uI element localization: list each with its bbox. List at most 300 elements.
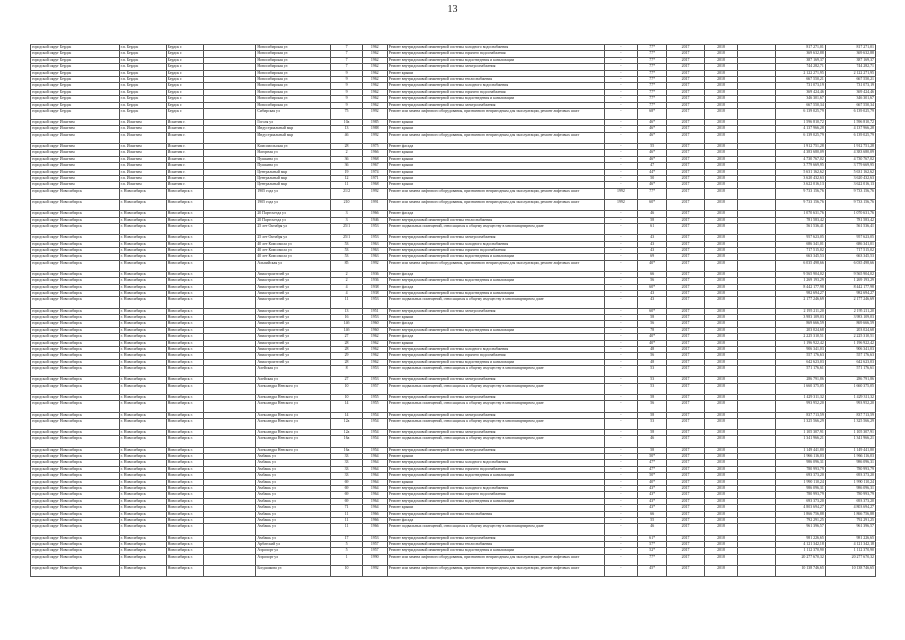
cell-cost-total: 981 226,65	[825, 535, 875, 541]
cell-cost: 6 139 025,79	[775, 108, 825, 119]
cell-cost: 571 176,61	[775, 366, 825, 377]
cell-plan-start: 2017	[667, 297, 705, 308]
cell-plan-start: 2017	[667, 511, 705, 517]
cell-work-type: Ремонт внутридомовой инженерной системы горячего водоснабжения	[387, 466, 604, 472]
cell-settlement: г.п. Искитим	[119, 144, 166, 150]
cell-settlement: г.п. Бердск	[119, 83, 166, 89]
cell-locality: Новосибирск г.	[166, 524, 204, 535]
cell-locality: Новосибирск г.	[166, 383, 204, 394]
cell-plan-end: 2018	[704, 176, 737, 182]
cell-cost: 2 122 271,95	[775, 70, 825, 76]
cell-house-number: 16	[331, 315, 362, 321]
cell-plan-start: 2017	[667, 401, 705, 412]
cell-plan-start: 2017	[667, 565, 705, 576]
cell-house-number: 2	[331, 271, 362, 277]
cell-blank	[204, 401, 256, 412]
cell-cost-total: 4 137 966,28	[825, 126, 875, 132]
cell-plan-start: 2017	[667, 541, 705, 547]
cell-work-type: Ремонт внутридомовой инженерной системы электроснабжения	[387, 535, 604, 541]
cell-wear: 45*	[638, 565, 667, 576]
cell-house-number: 7	[331, 57, 362, 63]
cell-street: Новосибирская ул	[256, 70, 331, 76]
cell-plan-start: 2017	[667, 271, 705, 277]
cell-work-type: Ремонт внутридомовой инженерной системы водоотведения и канализации	[387, 57, 604, 63]
cell-house-number: 13	[331, 126, 362, 132]
cell-street: Новосибирская ул	[256, 96, 331, 102]
cell-municipality: городской округ Новосибирск	[31, 436, 120, 447]
cell-plan-start: 2017	[667, 346, 705, 352]
cell-locality: Бердск г.	[166, 83, 204, 89]
cell-wear: 43*	[638, 492, 667, 498]
cell-extra-year: -	[604, 447, 637, 453]
table-row	[31, 366, 876, 377]
cell-house-number: 12а	[331, 430, 362, 436]
cell-street: Александра Невского ул	[256, 436, 331, 447]
cell-year-built: 1985	[362, 120, 387, 126]
cell-locality: Бердск г.	[166, 76, 204, 82]
cell-work-type: Ремонт крыши	[387, 126, 604, 132]
cell-year-built: 1957	[362, 541, 387, 547]
cell-work-type: Ремонт крыши	[387, 70, 604, 76]
cell-blank	[204, 554, 256, 565]
cell-locality: Новосибирск г.	[166, 217, 204, 223]
cell-year-built: 1992	[362, 132, 387, 143]
cell-cost: 4 383 680,09	[775, 150, 825, 156]
cell-plan-end: 2018	[704, 492, 737, 498]
cell-year-built: 1966	[362, 524, 387, 535]
cell-wear: 57*	[638, 541, 667, 547]
cell-street: Авиастроителей ул	[256, 321, 331, 327]
cell-cost-total: 986 096,31	[825, 460, 875, 466]
cell-street: Александра Невского ул	[256, 447, 331, 453]
cell-plan-start: 2017	[667, 223, 705, 234]
cell-blank	[738, 383, 776, 394]
cell-locality: Новосибирск г.	[166, 199, 204, 210]
cell-year-built: 1957	[362, 383, 387, 394]
cell-wear: 69	[638, 254, 667, 260]
cell-cost: 1 429 311,32	[775, 394, 825, 400]
cell-locality: Искитим г.	[166, 150, 204, 156]
cell-wear: 60*	[638, 284, 667, 290]
cell-street: Авиастроителей ул	[256, 278, 331, 284]
cell-municipality: городской округ Бердск	[31, 57, 120, 63]
cell-year-built: 1962	[362, 51, 387, 57]
cell-plan-end: 2018	[704, 430, 737, 436]
cell-cost-total: 667 550,21	[825, 76, 875, 82]
cell-settlement: г. Новосибирск	[119, 418, 166, 429]
cell-year-built: 1990	[362, 554, 387, 565]
cell-year-built: 1938	[362, 284, 387, 290]
cell-plan-end: 2018	[704, 401, 737, 412]
cell-municipality: городской округ Искитим	[31, 120, 120, 126]
cell-locality: Новосибирск г.	[166, 505, 204, 511]
cell-municipality: городской округ Новосибирск	[31, 418, 120, 429]
cell-street: Амбашь ул	[256, 524, 331, 535]
cell-plan-start: 2017	[667, 254, 705, 260]
cell-wear: 78	[638, 327, 667, 333]
cell-year-built: 1992	[362, 565, 387, 576]
cell-municipality: городской округ Новосибирск	[31, 486, 120, 492]
cell-extra-year: -	[604, 359, 637, 365]
cell-locality: Новосибирск г.	[166, 447, 204, 453]
cell-settlement: г. Новосибирск	[119, 430, 166, 436]
cell-cost-total: 1 112 370,90	[825, 548, 875, 554]
cell-plan-end: 2018	[704, 188, 737, 199]
cell-settlement: г.п. Искитим	[119, 163, 166, 169]
cell-wear: 50*	[638, 473, 667, 479]
cell-work-type: Ремонт внутридомовой инженерной системы водоотведения и канализации	[387, 327, 604, 333]
cell-plan-start: 2017	[667, 548, 705, 554]
cell-plan-end: 2018	[704, 498, 737, 504]
cell-plan-end: 2018	[704, 383, 737, 394]
cell-cost: 667 550,21	[775, 76, 825, 82]
cell-cost: 387 169,37	[775, 57, 825, 63]
cell-cost-total: 20 277 670,32	[825, 554, 875, 565]
cell-house-number: 11	[331, 182, 362, 188]
cell-settlement: г. Новосибирск	[119, 492, 166, 498]
cell-plan-start: 2017	[667, 182, 705, 188]
cell-locality: Новосибирск г.	[166, 334, 204, 340]
cell-plan-start: 2017	[667, 76, 705, 82]
cell-wear: 43*	[638, 486, 667, 492]
cell-municipality: городской округ Искитим	[31, 132, 120, 143]
cell-municipality: городской округ Новосибирск	[31, 565, 120, 576]
cell-settlement: г. Новосибирск	[119, 466, 166, 472]
cell-work-type: Ремонт или замена лифтового оборудования, признанного непригодным для эксплуатации, ремонт лифтовых шахт	[387, 554, 604, 565]
cell-municipality: городской округ Бердск	[31, 51, 120, 57]
cell-blank	[204, 383, 256, 394]
cell-plan-start: 2017	[667, 492, 705, 498]
cell-cost: 9 565 904,02	[775, 271, 825, 277]
cell-locality: Новосибирск г.	[166, 271, 204, 277]
cell-cost: 286 791,86	[775, 377, 825, 383]
cell-cost: 642 623,03	[775, 359, 825, 365]
cell-year-built: 1963	[362, 247, 387, 253]
cell-cost: 369 424,46	[775, 89, 825, 95]
cell-house-number: 28	[331, 359, 362, 365]
cell-locality: Новосибирск г.	[166, 260, 204, 271]
cell-plan-start: 2017	[667, 291, 705, 297]
cell-extra-year: -	[604, 132, 637, 143]
cell-street: Новосибирская ул	[256, 51, 331, 57]
cell-cost: 1 070 631,76	[775, 211, 825, 217]
cell-extra-year: -	[604, 51, 637, 57]
cell-cost: 1 341 966,21	[775, 436, 825, 447]
cell-street: Новосибирская ул	[256, 57, 331, 63]
cell-cost: 20 277 670,32	[775, 554, 825, 565]
cell-wear: 43*	[638, 505, 667, 511]
cell-house-number: 14б	[331, 327, 362, 333]
cell-plan-end: 2018	[704, 211, 737, 217]
cell-municipality: городской округ Новосибирск	[31, 247, 120, 253]
cell-year-built: 1964	[362, 479, 387, 485]
cell-municipality: городской округ Новосибирск	[31, 412, 120, 418]
cell-year-built: 1962	[362, 346, 387, 352]
cell-settlement: г. Новосибирск	[119, 394, 166, 400]
cell-year-built: 1953	[362, 315, 387, 321]
cell-plan-start: 2017	[667, 412, 705, 418]
cell-cost: 10 138 746,65	[775, 565, 825, 576]
cell-blank	[204, 524, 256, 535]
cell-cost: 1 866 756,88	[775, 511, 825, 517]
cell-plan-end: 2018	[704, 70, 737, 76]
cell-house-number: 53	[331, 241, 362, 247]
cell-municipality: городской округ Искитим	[31, 150, 120, 156]
cell-wear: 77*	[638, 96, 667, 102]
cell-plan-end: 2018	[704, 486, 737, 492]
cell-cost-total: 1 990 110,24	[825, 479, 875, 485]
cell-settlement: г. Новосибирск	[119, 447, 166, 453]
cell-plan-end: 2018	[704, 57, 737, 63]
cell-wear: 48	[638, 359, 667, 365]
cell-year-built: 1960	[362, 327, 387, 333]
cell-year-built: 1964	[362, 486, 387, 492]
cell-municipality: городской округ Новосибирск	[31, 315, 120, 321]
cell-blank	[738, 366, 776, 377]
cell-wear: 77*	[638, 64, 667, 70]
cell-wear: 61*	[638, 535, 667, 541]
cell-locality: Новосибирск г.	[166, 359, 204, 365]
cell-plan-end: 2018	[704, 554, 737, 565]
cell-wear: 77*	[638, 89, 667, 95]
cell-locality: Новосибирск г.	[166, 460, 204, 466]
cell-work-type: Ремонт внутридомовой инженерной системы горячего водоснабжения	[387, 247, 604, 253]
cell-plan-start: 2017	[667, 278, 705, 284]
cell-settlement: г.п. Бердск	[119, 45, 166, 51]
cell-wear: 47	[638, 163, 667, 169]
cell-year-built: 1966	[362, 211, 387, 217]
cell-street: Амбашь ул	[256, 460, 331, 466]
cell-work-type: Ремонт крыши	[387, 156, 604, 162]
cell-municipality: городской округ Новосибирск	[31, 241, 120, 247]
cell-cost-total: 5 631 162,62	[825, 169, 875, 175]
cell-cost-total: 6 035 498,66	[825, 260, 875, 271]
cell-plan-start: 2017	[667, 498, 705, 504]
cell-street: Центральный мкр	[256, 182, 331, 188]
cell-municipality: городской округ Бердск	[31, 64, 120, 70]
cell-year-built: 1992	[362, 108, 387, 119]
cell-house-number: 14б	[331, 321, 362, 327]
cell-cost-total: 686 341,01	[825, 241, 875, 247]
cell-house-number: 12	[331, 176, 362, 182]
cell-cost-total: 986 096,31	[825, 486, 875, 492]
cell-wear: 55	[638, 144, 667, 150]
cell-settlement: г.п. Бердск	[119, 57, 166, 63]
cell-locality: Новосибирск г.	[166, 412, 204, 418]
cell-wear: 77*	[638, 76, 667, 82]
cell-year-built: 1953	[362, 223, 387, 234]
cell-cost-total: 6 139 025,79	[825, 132, 875, 143]
cell-blank	[204, 132, 256, 143]
cell-house-number: 69	[331, 479, 362, 485]
cell-extra-year: -	[604, 211, 637, 217]
cell-locality: Искитим г.	[166, 156, 204, 162]
cell-wear: 53	[638, 366, 667, 377]
cell-extra-year: -	[604, 169, 637, 175]
cell-house-number: 1	[331, 554, 362, 565]
cell-work-type: Ремонт внутридомовой инженерной системы водоотведения и канализации	[387, 359, 604, 365]
cell-extra-year: -	[604, 291, 637, 297]
cell-wear: 48	[638, 346, 667, 352]
cell-municipality: городской округ Новосибирск	[31, 321, 120, 327]
cell-wear: 60*	[638, 199, 667, 210]
cell-cost-total: 6 139 025,79	[825, 108, 875, 119]
cell-wear: 46	[638, 211, 667, 217]
cell-settlement: г. Новосибирск	[119, 436, 166, 447]
cell-locality: Искитим г.	[166, 132, 204, 143]
cell-municipality: городской округ Новосибирск	[31, 498, 120, 504]
cell-cost: 717 515,02	[775, 247, 825, 253]
cell-cost-total: 792 291,25	[825, 517, 875, 523]
cell-house-number: 210	[331, 199, 362, 210]
cell-wear: 53	[638, 377, 667, 383]
cell-locality: Бердск г.	[166, 89, 204, 95]
table-row	[31, 188, 876, 199]
cell-year-built: 1964	[362, 498, 387, 504]
cell-house-number: 3	[331, 217, 362, 223]
cell-plan-start: 2017	[667, 479, 705, 485]
cell-extra-year: -	[604, 45, 637, 51]
cell-street: Авиастроителей ул	[256, 353, 331, 359]
cell-cost-total: 3 622 016,13	[825, 182, 875, 188]
cell-plan-start: 2017	[667, 418, 705, 429]
cell-work-type: Ремонт внутридомовой инженерной системы электроснабжения	[387, 235, 604, 241]
cell-street: Альпийская ул	[256, 260, 331, 271]
cell-cost-total: 8 442 177,98	[825, 284, 875, 290]
cell-locality: Искитим г.	[166, 163, 204, 169]
cell-cost: 961 396,57	[775, 524, 825, 535]
cell-municipality: городской округ Бердск	[31, 76, 120, 82]
cell-plan-start: 2017	[667, 454, 705, 460]
cell-cost: 203 024,68	[775, 327, 825, 333]
cell-wear: 46*	[638, 132, 667, 143]
cell-settlement: г.п. Бердск	[119, 102, 166, 108]
cell-extra-year: -	[604, 554, 637, 565]
cell-blank	[204, 297, 256, 308]
cell-cost: 2 225 310,51	[775, 334, 825, 340]
cell-cost: 1 990 110,24	[775, 479, 825, 485]
cell-cost-total: 869 666,59	[825, 321, 875, 327]
cell-wear: 77*	[638, 83, 667, 89]
table-row	[31, 108, 876, 119]
cell-street: Новосибирская ул	[256, 64, 331, 70]
cell-year-built: 1951	[362, 308, 387, 314]
cell-extra-year: -	[604, 479, 637, 485]
cell-extra-year: -	[604, 436, 637, 447]
cell-house-number: 21/2	[331, 188, 362, 199]
cell-municipality: городской округ Бердск	[31, 70, 120, 76]
cell-blank	[738, 199, 776, 210]
cell-plan-end: 2018	[704, 334, 737, 340]
cell-cost: 4 803 694,27	[775, 505, 825, 511]
cell-locality: Новосибирск г.	[166, 394, 204, 400]
cell-extra-year: -	[604, 235, 637, 241]
cell-plan-start: 2017	[667, 247, 705, 253]
cell-extra-year: -	[604, 412, 637, 418]
cell-municipality: городской округ Бердск	[31, 89, 120, 95]
cell-cost-total: 1 341 966,21	[825, 436, 875, 447]
cell-work-type: Ремонт внутридомовой инженерной системы электроснабжения	[387, 377, 604, 383]
cell-cost: 4 137 966,28	[775, 126, 825, 132]
cell-work-type: Ремонт крыши	[387, 163, 604, 169]
cell-extra-year: -	[604, 548, 637, 554]
cell-wear: 46*	[638, 156, 667, 162]
cell-municipality: городской округ Новосибирск	[31, 517, 120, 523]
cell-cost: 792 291,25	[775, 517, 825, 523]
cell-locality: Новосибирск г.	[166, 321, 204, 327]
cell-plan-start: 2017	[667, 57, 705, 63]
cell-plan-start: 2017	[667, 176, 705, 182]
cell-plan-start: 2017	[667, 96, 705, 102]
cell-plan-end: 2018	[704, 150, 737, 156]
cell-house-number: 9	[331, 76, 362, 82]
cell-wear: 58	[638, 217, 667, 223]
cell-cost: 1 149 441,80	[775, 447, 825, 453]
cell-extra-year: -	[604, 96, 637, 102]
cell-extra-year: -	[604, 70, 637, 76]
cell-settlement: г. Новосибирск	[119, 315, 166, 321]
cell-plan-end: 2018	[704, 466, 737, 472]
cell-plan-end: 2018	[704, 169, 737, 175]
cell-plan-end: 2018	[704, 436, 737, 447]
cell-plan-start: 2017	[667, 466, 705, 472]
cell-plan-end: 2018	[704, 51, 737, 57]
cell-plan-start: 2017	[667, 505, 705, 511]
cell-street: Амбашь ул	[256, 498, 331, 504]
cell-plan-end: 2018	[704, 505, 737, 511]
cell-work-type: Ремонт крыши	[387, 182, 604, 188]
cell-year-built: 1957	[362, 548, 387, 554]
capital-repair-table	[30, 44, 876, 577]
cell-cost-total: 9 733 156,76	[825, 188, 875, 199]
cell-house-number: 33	[331, 454, 362, 460]
cell-work-type: Ремонт внутридомовой инженерной системы водоотведения и канализации	[387, 498, 604, 504]
cell-locality: Искитим г.	[166, 120, 204, 126]
cell-year-built: 1975	[362, 144, 387, 150]
cell-work-type: Ремонт внутридомовой инженерной системы электроснабжения	[387, 447, 604, 453]
cell-extra-year: -	[604, 334, 637, 340]
cell-cost-total: 1 269 193,29	[825, 278, 875, 284]
cell-plan-start: 2017	[667, 486, 705, 492]
cell-extra-year: -	[604, 57, 637, 63]
cell-cost-total: 780 993,79	[825, 492, 875, 498]
cell-cost: 3 779 669,95	[775, 163, 825, 169]
cell-extra-year: -	[604, 321, 637, 327]
cell-cost: 731 073,19	[775, 83, 825, 89]
cell-street: Александра Невского ул	[256, 383, 331, 394]
cell-cost: 817 271,01	[775, 45, 825, 51]
cell-municipality: городской округ Искитим	[31, 126, 120, 132]
cell-settlement: г. Новосибирск	[119, 211, 166, 217]
cell-locality: Новосибирск г.	[166, 511, 204, 517]
cell-house-number: 27	[331, 377, 362, 383]
cell-cost-total: 4 121 342,18	[825, 541, 875, 547]
cell-municipality: городской округ Искитим	[31, 156, 120, 162]
cell-plan-start: 2017	[667, 377, 705, 383]
cell-settlement: г. Новосибирск	[119, 377, 166, 383]
cell-settlement: г. Новосибирск	[119, 188, 166, 199]
cell-cost: 4 730 767,02	[775, 156, 825, 162]
cell-wear: 46	[638, 436, 667, 447]
cell-locality: Искитим г.	[166, 176, 204, 182]
cell-street: Авиастроителей ул	[256, 271, 331, 277]
cell-settlement: г. Новосибирск	[119, 353, 166, 359]
cell-plan-end: 2018	[704, 102, 737, 108]
cell-house-number: 27	[331, 334, 362, 340]
cell-plan-start: 2017	[667, 150, 705, 156]
cell-cost: 369 632,88	[775, 51, 825, 57]
cell-wear: 77*	[638, 188, 667, 199]
